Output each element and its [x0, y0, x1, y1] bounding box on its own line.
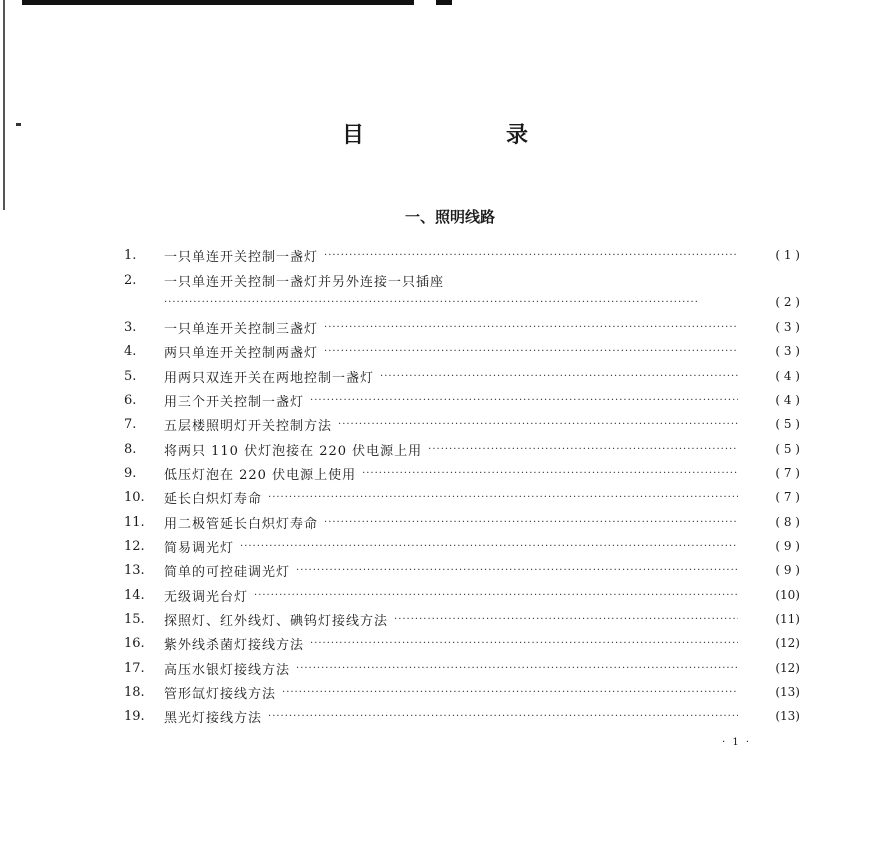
toc-leader-dots	[164, 297, 738, 308]
toc-entry-number: 5.	[124, 368, 137, 384]
toc-entry[interactable]	[124, 559, 800, 581]
toc-entry-page: ( 5 )	[775, 442, 800, 456]
toc-entry[interactable]	[124, 462, 800, 484]
toc-entry-page: ( 1 )	[775, 248, 800, 262]
toc-entry-page: ( 7 )	[775, 466, 800, 480]
toc-entry-page: ( 4 )	[775, 369, 800, 383]
toc-entry-page: (11)	[775, 612, 800, 626]
toc-entry-text: 高压水银灯接线方法	[164, 662, 291, 678]
toc-leader-dots	[428, 444, 738, 455]
toc-entry-text: 紫外线杀菌灯接线方法	[164, 637, 305, 653]
toc-leader-dots	[338, 419, 738, 430]
toc-entry-number: 4.	[124, 343, 137, 359]
toc-entry-number: 1.	[124, 247, 137, 263]
toc-entry-page: (13)	[775, 709, 800, 723]
toc-entry-page: ( 3 )	[775, 320, 800, 334]
toc-entry-page: ( 5 )	[775, 417, 800, 431]
toc-entry-text: 将两只 110 伏灯泡接在 220 伏电源上用	[164, 443, 423, 459]
toc-leader-dots	[296, 565, 738, 576]
toc-leader-dots	[324, 517, 738, 528]
toc-entry-page: (10)	[775, 588, 800, 602]
toc-entry-text: 用二极管延长白炽灯寿命	[164, 516, 319, 532]
toc-entry-text: 管形氙灯接线方法	[164, 686, 277, 702]
toc-leader-dots	[268, 492, 738, 503]
toc-entry[interactable]	[124, 365, 800, 387]
toc-entry-page: (12)	[775, 661, 800, 675]
toc-entry-text: 一只单连开关控制三盏灯	[164, 321, 319, 337]
toc-entry-number: 13.	[124, 562, 145, 578]
toc-entry[interactable]	[124, 244, 800, 266]
page-number: · 1 ·	[722, 737, 752, 748]
toc-entry[interactable]	[124, 389, 800, 411]
toc-leader-dots	[324, 322, 738, 333]
toc-entry-page: ( 2 )	[775, 295, 800, 309]
toc-leader-dots	[310, 638, 738, 649]
toc-entry-text: 用三个开关控制一盏灯	[164, 394, 305, 410]
section-title: 一、照明线路	[404, 208, 495, 226]
toc-entry-number: 7.	[124, 416, 137, 432]
toc-leader-dots	[324, 346, 738, 357]
toc-entry-text: 探照灯、红外线灯、碘钨灯接线方法	[164, 613, 389, 629]
toc-entry-number: 18.	[124, 684, 145, 700]
toc-leader-dots	[310, 395, 738, 406]
toc-entry[interactable]	[124, 269, 800, 291]
toc-entry[interactable]	[124, 486, 800, 508]
toc-entry-number: 15.	[124, 611, 145, 627]
toc-entry-page: ( 3 )	[775, 344, 800, 358]
toc-entry[interactable]	[124, 535, 800, 557]
toc-entry-number: 12.	[124, 538, 145, 554]
toc-entry[interactable]	[124, 340, 800, 362]
toc-entry[interactable]	[124, 632, 800, 654]
toc-entry-text: 黑光灯接线方法	[164, 710, 263, 726]
toc-entry[interactable]	[124, 584, 800, 606]
toc-entry[interactable]	[124, 705, 800, 727]
toc-leader-dots	[240, 541, 738, 552]
toc-entry-number: 16.	[124, 635, 145, 651]
toc-entry-text: 简单的可控硅调光灯	[164, 564, 291, 580]
toc-entry-number: 3.	[124, 319, 137, 335]
toc-leader-dots	[282, 687, 738, 698]
toc-entry-number: 6.	[124, 392, 137, 408]
toc-entry-page: (12)	[775, 636, 800, 650]
toc-entry-continuation[interactable]	[164, 291, 800, 313]
toc-entry-page: ( 9 )	[775, 563, 800, 577]
toc-entry-text: 用两只双连开关在两地控制一盏灯	[164, 370, 375, 386]
toc-entry[interactable]	[124, 681, 800, 703]
toc-entry-number: 8.	[124, 441, 137, 457]
toc-entry[interactable]	[124, 438, 800, 460]
toc-entry-text: 两只单连开关控制两盏灯	[164, 345, 319, 361]
page-title: 目 录	[341, 123, 588, 148]
toc-entry-page: ( 7 )	[775, 490, 800, 504]
toc-leader-dots	[362, 468, 738, 479]
toc-leader-dots	[394, 614, 738, 625]
toc-entry-number: 9.	[124, 465, 137, 481]
toc-leader-dots	[380, 371, 738, 382]
toc-entry-text: 五层楼照明灯开关控制方法	[164, 418, 333, 434]
toc-entry[interactable]	[124, 511, 800, 533]
toc-entry[interactable]	[124, 608, 800, 630]
toc-entry-page: ( 9 )	[775, 539, 800, 553]
toc-entry[interactable]	[124, 316, 800, 338]
toc-entry-number: 10.	[124, 489, 145, 505]
toc-entry-number: 11.	[124, 514, 145, 530]
toc-entry[interactable]	[124, 413, 800, 435]
toc-entry-number: 2.	[124, 272, 137, 288]
toc-entry-text: 简易调光灯	[164, 540, 235, 556]
toc-entry-page: (13)	[775, 685, 800, 699]
toc-entry-number: 19.	[124, 708, 145, 724]
toc-entry-text: 一只单连开关控制一盏灯	[164, 249, 319, 265]
toc-entry-text: 无级调光台灯	[164, 589, 249, 605]
toc-entry-page: ( 8 )	[775, 515, 800, 529]
toc-entry-page: ( 4 )	[775, 393, 800, 407]
toc-entry-text: 低压灯泡在 220 伏电源上使用	[164, 467, 357, 483]
toc-leader-dots	[268, 711, 738, 722]
toc-leader-dots	[324, 250, 738, 261]
toc-entry-text: 一只单连开关控制一盏灯并另外连接一只插座	[164, 274, 445, 290]
toc-leader-dots	[254, 590, 738, 601]
toc-leader-dots	[296, 663, 738, 674]
toc-entry[interactable]	[124, 657, 800, 679]
toc-entry-text: 延长白炽灯寿命	[164, 491, 263, 507]
toc-entry-number: 17.	[124, 660, 145, 676]
toc-entry-number: 14.	[124, 587, 145, 603]
